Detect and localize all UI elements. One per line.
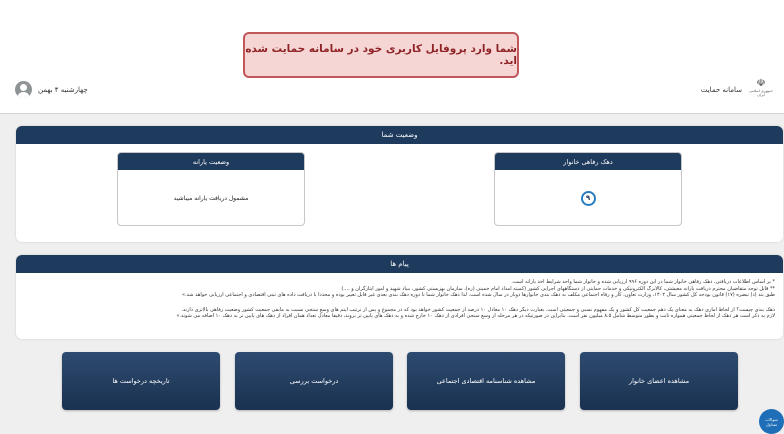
subsidy-card-title: وضعیت یارانه [118,153,304,170]
message-line: لازم به ذکر است هر دهک از لحاظ جمعیتی همواره ثابت و بطور متوسط شامل ۸.۵ میلیون نفر است. بنابراین در صورتیکه در هر مرحله از وسع سنجی افرادی از دهک ۱۰ خارج شده و به دهک های پایین تر بروند، دقیقاً معادل تعداد همان افراد از دهک های پایین تر به دهک ۱۰ اضافه می شوند.» [176,313,775,320]
alert-text: شما وارد پروفایل کاربری خود در سامانه حمایت شده اید. [245,43,517,67]
user-info[interactable] [15,81,88,98]
status-panel [16,126,783,242]
subsidy-status: مشمول دریافت یارانه میباشید [173,194,249,202]
decile-card-title: دهک رفاهی خانوار [495,153,681,170]
iran-emblem-icon: ☫ جمهوری اسلامی ایران [749,78,773,97]
messages-panel-title: پیام ها [16,255,783,273]
messages-panel [16,255,783,339]
message-line: دهک بندی چیست؟ از لحاظ آماری دهک به معنای یک دهم جمعیت کل کشور و یک مفهوم نسبی و جمعیتی است. بعبارت دیگر دهک ۱۰ معادل ۱۰ درصد از جمعیت کشور خواهد بود که در مجموع و پس از ترتیب آیتم های وسع سنجی نسبت به مابقی جمعیت کشور وضعیت رفاهی بالاتری دارند. [181,306,775,313]
message-line: * بر اساس اطلاعات دریافتی، دهک رفاهی خانوار شما در این دوره ۹۹۶ ارزیابی شده و خانوار شما واجد شرایط اخذ یارانه است. [511,279,775,285]
message-line: ** قابل توجه متقاضیان محترم دریافت یارانه معیشتی، کالابرگ الکترونیکی و خدمات حمایتی از دستگاههای اجرایی کشور (کمیته امداد امام خمینی (ره)، سازمان بهزیستی کشور، بنیاد شهید و امور ایثارگران و ....) [341,285,775,292]
logo-text: جمهوری اسلامی ایران [749,89,773,97]
request-history-button[interactable]: تاریخچه درخواست ها [62,352,220,410]
message-line: طبق بند (د) تبصره (۱۷) قانون بودجه کل کشور سال ۱۴۰۲، وزارت تعاون، کار و رفاه اجتماعی مکلف به دهک بندی خانوارها دوبار در سال شده است. لذا دهک خانوار شما تا دوره دهک بندی بعدی غیر قابل تغییر بوده و مجدداً با دریافت داده های ثبتی اقتصادی و اجتماعی ارزیابی خواهد شد.» [182,292,775,299]
decile-card [494,152,682,226]
family-members-button[interactable]: مشاهده اعضای خانوار [580,352,738,410]
brand [701,78,774,102]
subsidy-card [117,152,305,226]
faq-button[interactable] [759,409,784,434]
messages-body [16,273,783,320]
brand-title: سامانه حمایت [700,86,742,94]
current-date: چهارشنبه ۴ بهمن [38,85,88,94]
decile-value: ۹ [581,191,596,206]
top-bar [0,78,784,106]
socio-economic-id-button[interactable]: مشاهده شناسنامه اقتصادی اجتماعی [407,352,565,410]
review-request-button[interactable]: درخواست بررسی [235,352,393,410]
faq-label: سوالات متداول [765,416,778,427]
success-alert [243,32,519,78]
status-panel-title: وضعیت شما [16,126,783,144]
avatar-icon[interactable] [15,81,32,98]
